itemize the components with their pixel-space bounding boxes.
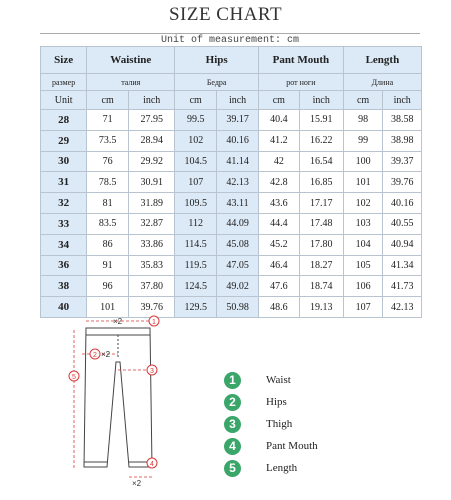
cell-hips-cm: 99.5 (175, 110, 217, 131)
cell-hips-inch: 49.02 (217, 276, 259, 297)
x2-top-label: ×2 (113, 317, 123, 326)
cell-length-inch: 42.13 (383, 297, 422, 318)
legend-label: Waist (266, 374, 291, 386)
cell-pant-mouth-cm: 45.2 (258, 234, 299, 255)
cell-pant-mouth-cm: 47.6 (258, 276, 299, 297)
marker-1 (149, 316, 159, 326)
cell-length-cm: 104 (343, 234, 383, 255)
page-title: SIZE CHART (168, 4, 283, 25)
cell-length-cm: 98 (343, 110, 383, 131)
cell-hips-cm: 104.5 (175, 151, 217, 172)
cell-hips-cm: 102 (175, 130, 217, 151)
cell-pant-mouth-inch: 16.54 (299, 151, 343, 172)
cell-waist-inch: 31.89 (129, 193, 175, 214)
unit-cm: cm (175, 91, 217, 110)
cell-size: 40 (41, 297, 87, 318)
x2-bottom-label: ×2 (132, 479, 142, 488)
cell-waist-inch: 30.91 (129, 172, 175, 193)
cell-hips-inch: 43.11 (217, 193, 259, 214)
cell-pant-mouth-cm: 44.4 (258, 213, 299, 234)
header-length: Length (343, 47, 421, 74)
unit-inch: inch (217, 91, 259, 110)
cell-size: 31 (41, 172, 87, 193)
cell-length-inch: 39.76 (383, 172, 422, 193)
cell-waist-inch: 27.95 (129, 110, 175, 131)
size-rows (41, 110, 422, 318)
cell-size: 34 (41, 234, 87, 255)
svg-text:1: 1 (152, 319, 156, 326)
pants-diagram (62, 302, 172, 492)
cell-hips-inch: 42.13 (217, 172, 259, 193)
cell-waist-inch: 32.87 (129, 213, 175, 234)
cell-waist-inch: 28.94 (129, 130, 175, 151)
cell-pant-mouth-cm: 43.6 (258, 193, 299, 214)
cell-pant-mouth-cm: 48.6 (258, 297, 299, 318)
table-row (41, 213, 422, 234)
table-row (41, 151, 422, 172)
cell-hips-cm: 119.5 (175, 255, 217, 276)
unit-label: Unit (41, 91, 87, 110)
cell-pant-mouth-inch: 19.13 (299, 297, 343, 318)
cell-length-cm: 106 (343, 276, 383, 297)
cell-pant-mouth-cm: 46.4 (258, 255, 299, 276)
cell-length-inch: 39.37 (383, 151, 422, 172)
svg-text:3: 3 (150, 368, 154, 375)
cell-waist-cm: 71 (87, 110, 129, 131)
header-hips: Hips (175, 47, 259, 74)
cell-length-inch: 38.58 (383, 110, 422, 131)
table-row (41, 110, 422, 131)
cell-length-cm: 103 (343, 213, 383, 234)
cell-waist-inch: 33.86 (129, 234, 175, 255)
cell-waist-cm: 83.5 (87, 213, 129, 234)
legend-label: Hips (266, 396, 287, 408)
cell-size: 36 (41, 255, 87, 276)
cell-pant-mouth-cm: 40.4 (258, 110, 299, 131)
cell-hips-inch: 41.14 (217, 151, 259, 172)
ru-header-length: Длина (343, 74, 421, 91)
cell-waist-cm: 76 (87, 151, 129, 172)
cell-size: 38 (41, 276, 87, 297)
unit-cm: cm (87, 91, 129, 110)
cell-length-inch: 40.94 (383, 234, 422, 255)
header-pant-mouth: Pant Mouth (258, 47, 343, 74)
unit-inch: inch (299, 91, 343, 110)
cell-length-inch: 40.55 (383, 213, 422, 234)
cell-waist-inch: 29.92 (129, 151, 175, 172)
x2-hip-label: ×2 (101, 350, 111, 359)
marker-5 (69, 371, 79, 381)
number-3-icon: 3 (224, 416, 241, 433)
cell-size: 32 (41, 193, 87, 214)
cell-length-cm: 105 (343, 255, 383, 276)
number-2-icon: 2 (224, 394, 241, 411)
unit-note: Unit of measurement: cm (40, 33, 420, 46)
marker-4 (147, 458, 157, 468)
table-row (41, 276, 422, 297)
cell-hips-cm: 129.5 (175, 297, 217, 318)
table-row (41, 130, 422, 151)
unit-cm: cm (343, 91, 383, 110)
cell-size: 29 (41, 130, 87, 151)
cell-pant-mouth-inch: 16.85 (299, 172, 343, 193)
cell-pant-mouth-cm: 42 (258, 151, 299, 172)
ru-header-waist: талия (87, 74, 175, 91)
header-size: Size (41, 47, 87, 74)
cell-length-cm: 107 (343, 297, 383, 318)
cell-hips-inch: 45.08 (217, 234, 259, 255)
cell-pant-mouth-cm: 41.2 (258, 130, 299, 151)
table-row (41, 255, 422, 276)
cell-pant-mouth-inch: 18.27 (299, 255, 343, 276)
svg-text:2: 2 (93, 352, 97, 359)
cell-waist-inch: 35.83 (129, 255, 175, 276)
cell-waist-cm: 86 (87, 234, 129, 255)
legend-label: Length (266, 462, 298, 474)
table-row (41, 193, 422, 214)
cell-length-cm: 100 (343, 151, 383, 172)
table-row (41, 172, 422, 193)
cell-pant-mouth-inch: 17.80 (299, 234, 343, 255)
cell-waist-cm: 96 (87, 276, 129, 297)
size-table (40, 46, 422, 318)
ru-header-hips: Бедра (175, 74, 259, 91)
cell-waist-inch: 37.80 (129, 276, 175, 297)
cell-length-cm: 102 (343, 193, 383, 214)
marker-3 (147, 365, 157, 375)
number-1-icon: 1 (224, 372, 241, 389)
cell-pant-mouth-inch: 17.48 (299, 213, 343, 234)
cell-hips-cm: 124.5 (175, 276, 217, 297)
cell-waist-cm: 81 (87, 193, 129, 214)
cell-hips-inch: 47.05 (217, 255, 259, 276)
cell-length-inch: 40.16 (383, 193, 422, 214)
cell-hips-inch: 40.16 (217, 130, 259, 151)
cell-pant-mouth-cm: 42.8 (258, 172, 299, 193)
russian-header-row (41, 74, 422, 91)
cell-hips-cm: 114.5 (175, 234, 217, 255)
svg-text:4: 4 (150, 461, 154, 468)
cell-pant-mouth-inch: 15.91 (299, 110, 343, 131)
svg-text:5: 5 (72, 374, 76, 381)
unit-inch: inch (129, 91, 175, 110)
cell-length-cm: 101 (343, 172, 383, 193)
cell-length-inch: 41.34 (383, 255, 422, 276)
cell-hips-inch: 39.17 (217, 110, 259, 131)
cell-hips-inch: 50.98 (217, 297, 259, 318)
cell-hips-cm: 109.5 (175, 193, 217, 214)
cell-hips-inch: 44.09 (217, 213, 259, 234)
cell-waist-cm: 78.5 (87, 172, 129, 193)
header-waist: Waistine (87, 47, 175, 74)
cell-waist-inch: 39.76 (129, 297, 175, 318)
cell-size: 30 (41, 151, 87, 172)
unit-inch: inch (383, 91, 422, 110)
cell-waist-cm: 73.5 (87, 130, 129, 151)
cell-waist-cm: 101 (87, 297, 129, 318)
cell-length-inch: 38.98 (383, 130, 422, 151)
unit-cm: cm (258, 91, 299, 110)
cell-pant-mouth-inch: 16.22 (299, 130, 343, 151)
ru-header-size: размер (41, 74, 87, 91)
cell-size: 28 (41, 110, 87, 131)
marker-2 (90, 349, 100, 359)
cell-waist-cm: 91 (87, 255, 129, 276)
cell-length-cm: 99 (343, 130, 383, 151)
table-row (41, 234, 422, 255)
legend-label: Pant Mouth (266, 440, 318, 452)
ru-header-pant-mouth: рот ноги (258, 74, 343, 91)
number-5-icon: 5 (224, 460, 241, 477)
cell-pant-mouth-inch: 17.17 (299, 193, 343, 214)
cell-hips-cm: 112 (175, 213, 217, 234)
cell-length-inch: 41.73 (383, 276, 422, 297)
header-row (41, 47, 422, 74)
cell-pant-mouth-inch: 18.74 (299, 276, 343, 297)
cell-size: 33 (41, 213, 87, 234)
cell-hips-cm: 107 (175, 172, 217, 193)
number-4-icon: 4 (224, 438, 241, 455)
unit-row (41, 91, 422, 110)
legend-label: Thigh (266, 418, 293, 430)
